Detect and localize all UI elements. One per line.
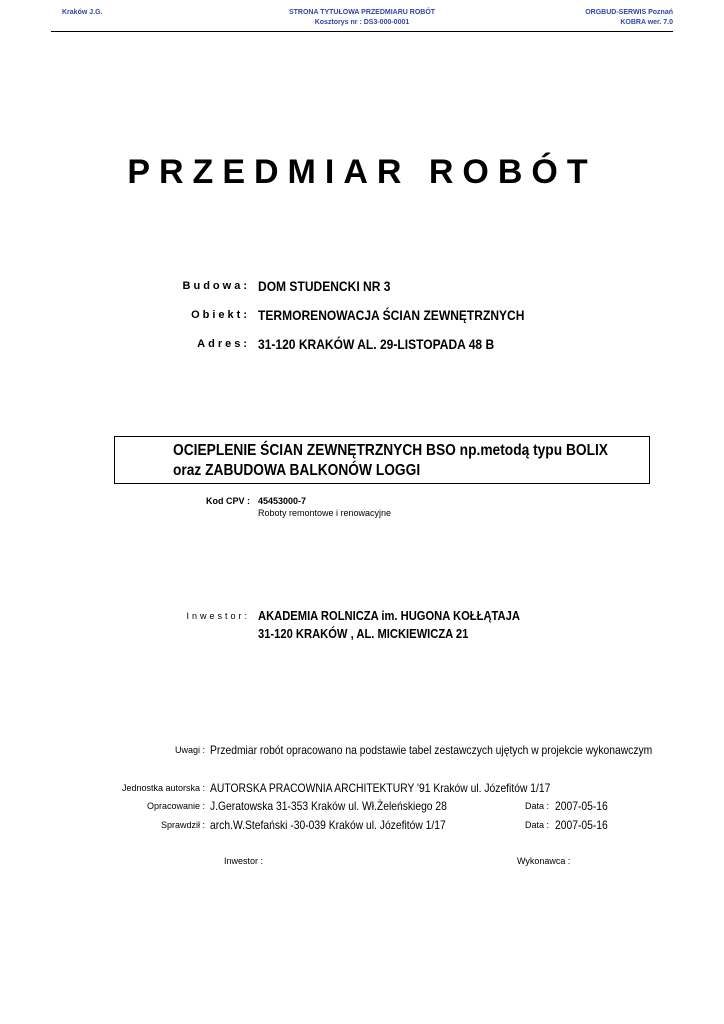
budowa-value: DOM STUDENCKI NR 3 [258, 278, 391, 294]
scope-line-1: OCIEPLENIE ŚCIAN ZEWNĘTRZNYCH BSO np.metodą typu BOLIX [173, 442, 608, 459]
header-company: ORGBUD-SERWIS Poznań [585, 9, 673, 16]
contractor-signature-label: Wykonawca : [517, 856, 571, 866]
cpv-label: Kod CPV : [206, 496, 250, 506]
notes-text: Przedmiar robót opracowano na podstawie tabel zestawczych ujętych w projekcie wykonawczym [210, 743, 653, 757]
scope-box [114, 436, 650, 484]
cpv-description: Roboty remontowe i renowacyjne [258, 508, 392, 518]
header-location: Kraków J.G. [62, 9, 103, 16]
unit-value: AUTORSKA PRACOWNIA ARCHITEKTURY '91 Kraków ul. Józefitów 1/17 [210, 781, 551, 795]
scope-line-2: oraz ZABUDOWA BALKONÓW LOGGI [173, 462, 421, 479]
checked-value: arch.W.Stefański -30-039 Kraków ul. Józefitów 1/17 [210, 818, 446, 832]
header-divider [51, 31, 673, 32]
header-estimate-number: Kosztorys nr : DS3-000-0001 [314, 19, 410, 26]
adres-label: Adres: [197, 338, 250, 350]
budowa-label: Budowa: [182, 280, 250, 292]
prepared-date-label: Data : [524, 801, 549, 811]
page-title: PRZEDMIAR ROBÓT [127, 153, 597, 191]
cpv-code: 45453000-7 [258, 496, 307, 506]
scope-description [173, 441, 608, 481]
investor-address: 31-120 KRAKÓW , AL. MICKIEWICZA 21 [258, 626, 469, 641]
unit-label: Jednostka autorska : [121, 783, 205, 793]
obiekt-label: Obiekt: [191, 309, 250, 321]
header-title-line: STRONA TYTUŁOWA PRZEDMIARU ROBÓT [288, 9, 436, 16]
adres-value: 31-120 KRAKÓW AL. 29-LISTOPADA 48 B [258, 336, 495, 352]
checked-date-label: Data : [524, 820, 549, 830]
prepared-value: J.Geratowska 31-353 Kraków ul. Wł.Żeleńskiego 28 [210, 799, 447, 813]
checked-label: Sprawdził : [160, 820, 205, 830]
checked-date: 2007-05-16 [555, 818, 608, 832]
notes-label: Uwagi : [174, 745, 205, 755]
prepared-date: 2007-05-16 [555, 799, 608, 813]
header-version: KOBRA wer. 7.0 [620, 19, 673, 26]
header-software [585, 8, 673, 28]
investor-name: AKADEMIA ROLNICZA im. HUGONA KOŁŁĄTAJA [258, 608, 520, 623]
investor-label: Inwestor: [186, 611, 250, 621]
prepared-label: Opracowanie : [146, 801, 205, 811]
obiekt-value: TERMORENOWACJA ŚCIAN ZEWNĘTRZNYCH [258, 307, 525, 323]
investor-signature-label: Inwestor : [224, 856, 264, 866]
